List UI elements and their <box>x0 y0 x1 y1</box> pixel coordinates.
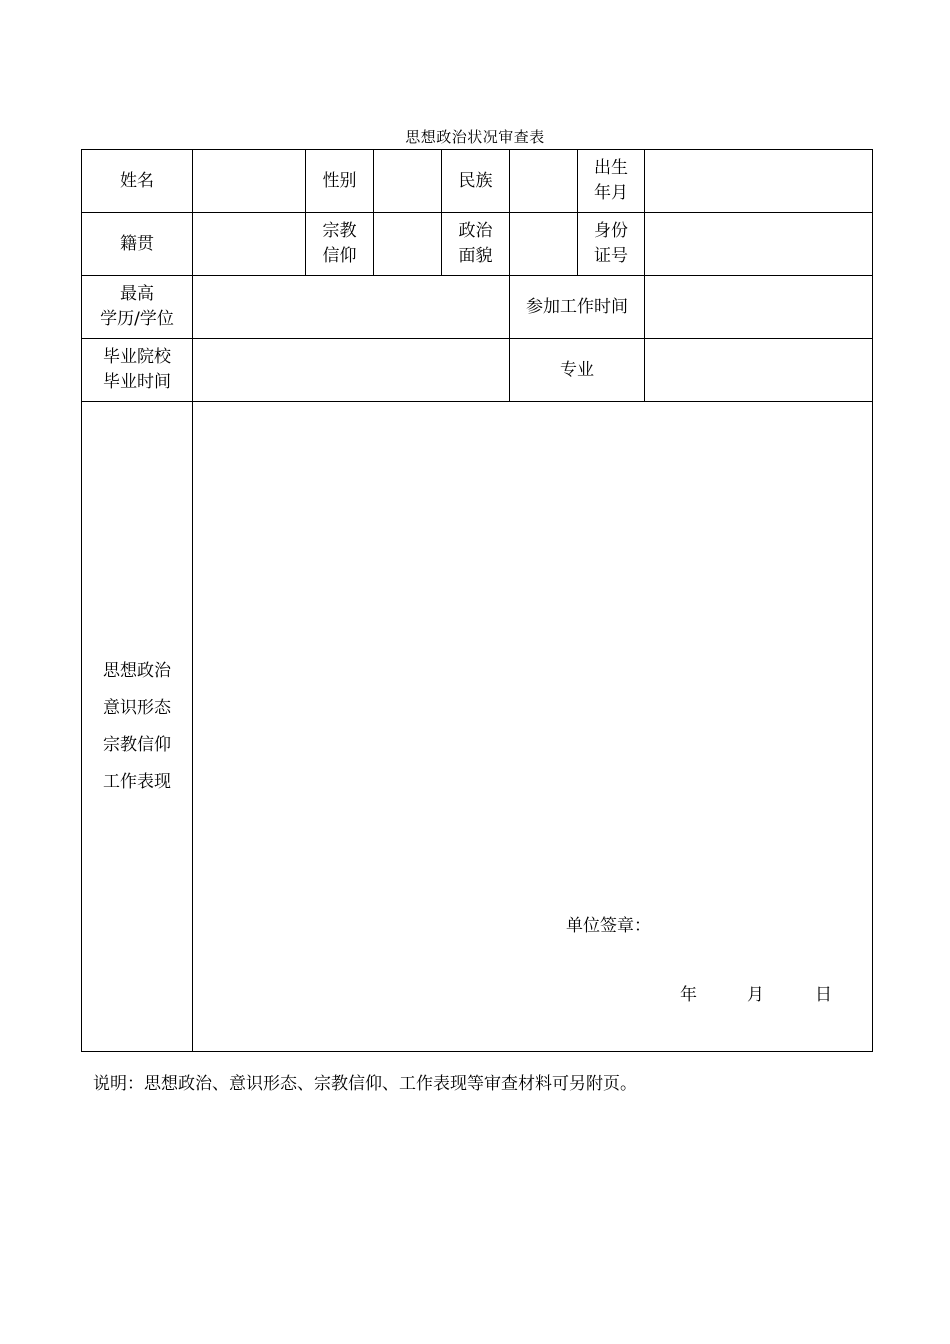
education-label-line: 学历/学位 <box>100 309 174 329</box>
name-field[interactable] <box>193 150 306 213</box>
ethnicity-label: 民族 <box>442 150 510 213</box>
native-place-label: 籍贯 <box>82 213 193 276</box>
education-label-line: 最高 <box>120 284 154 304</box>
school-field[interactable] <box>193 339 510 402</box>
id-number-label-line: 证号 <box>594 246 628 266</box>
footnote: 说明：思想政治、意识形态、宗教信仰、工作表现等审查材料可另附页。 <box>93 1074 637 1094</box>
unit-seal-label: 单位签章： <box>566 916 651 936</box>
political-status-label <box>442 213 510 276</box>
birth-date-field[interactable] <box>645 150 873 213</box>
name-label: 姓名 <box>82 150 193 213</box>
table-row-basic-info <box>82 150 873 213</box>
political-status-label-line: 政治 <box>458 221 493 241</box>
gender-field[interactable] <box>374 150 442 213</box>
id-number-field[interactable] <box>645 213 873 276</box>
table-row-education <box>82 276 873 339</box>
form-title: 思想政治状况审查表 <box>405 128 545 146</box>
religion-label <box>306 213 374 276</box>
education-label <box>82 276 193 339</box>
religion-label-line: 宗教 <box>322 221 357 241</box>
native-place-field[interactable] <box>193 213 306 276</box>
school-label <box>82 339 193 402</box>
date-month-label: 月 <box>747 985 764 1005</box>
birth-date-label-line: 年月 <box>594 183 628 203</box>
date-day-label: 日 <box>815 985 832 1005</box>
review-label-line: 思想政治 <box>103 660 171 681</box>
review-label-line: 工作表现 <box>103 771 171 792</box>
major-field[interactable] <box>645 339 873 402</box>
political-status-field[interactable] <box>510 213 578 276</box>
major-label: 专业 <box>510 339 645 402</box>
review-label-line: 宗教信仰 <box>103 734 171 755</box>
review-label <box>82 402 193 1052</box>
table-row-review <box>82 402 873 1052</box>
table-row-school <box>82 339 873 402</box>
work-start-label: 参加工作时间 <box>510 276 645 339</box>
table-row-origin-info <box>82 213 873 276</box>
work-start-field[interactable] <box>645 276 873 339</box>
ethnicity-field[interactable] <box>510 150 578 213</box>
school-label-line: 毕业时间 <box>103 372 171 392</box>
school-label-line: 毕业院校 <box>103 347 171 367</box>
religion-field[interactable] <box>374 213 442 276</box>
political-status-label-line: 面貌 <box>458 246 493 266</box>
date-year-label: 年 <box>680 985 697 1005</box>
birth-date-label <box>578 150 645 213</box>
id-number-label <box>578 213 645 276</box>
id-number-label-line: 身份 <box>594 221 628 241</box>
review-content-field[interactable] <box>193 402 873 1052</box>
review-label-line: 意识形态 <box>103 697 171 718</box>
review-form-table <box>81 149 873 1052</box>
gender-label: 性别 <box>306 150 374 213</box>
education-field[interactable] <box>193 276 510 339</box>
religion-label-line: 信仰 <box>322 246 357 266</box>
birth-date-label-line: 出生 <box>594 158 628 178</box>
